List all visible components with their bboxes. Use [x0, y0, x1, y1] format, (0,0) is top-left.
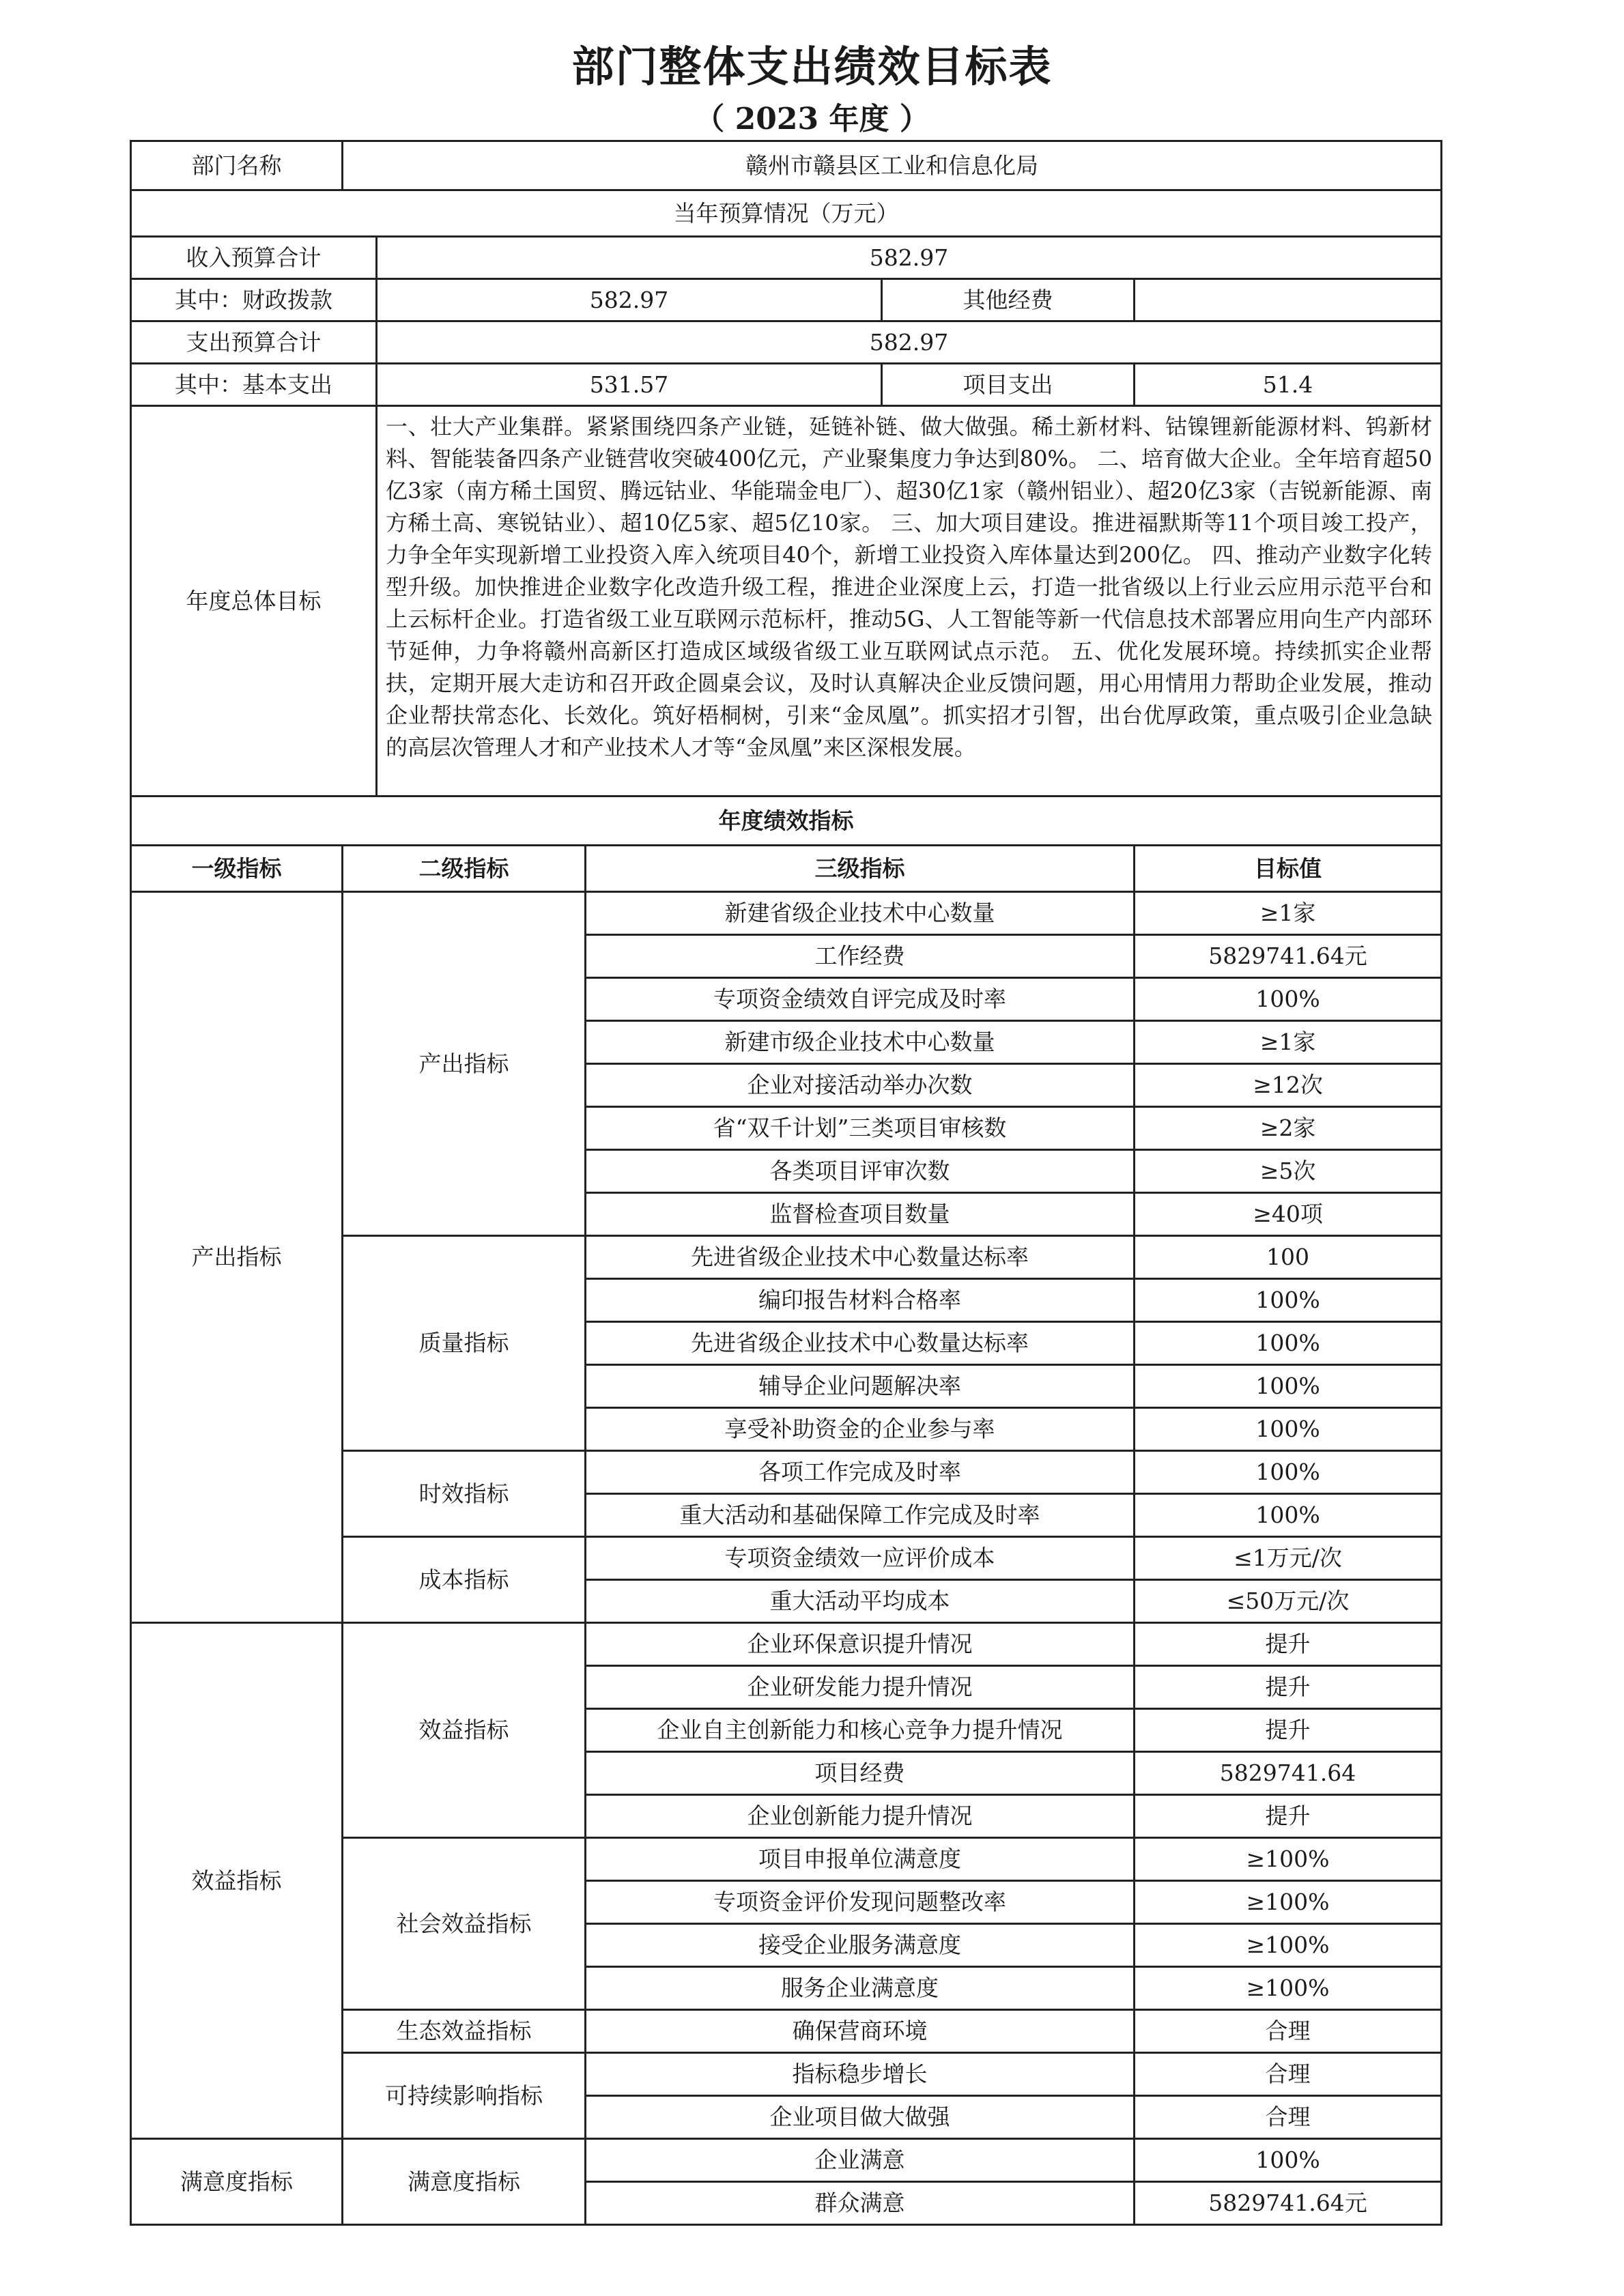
col-header-level1: 一级指标 — [131, 846, 343, 892]
target-value-cell: 合理 — [1135, 2096, 1442, 2139]
target-value-cell: 提升 — [1135, 1795, 1442, 1838]
goal-label: 年度总体目标 — [131, 406, 377, 797]
target-value-cell: 100% — [1135, 1494, 1442, 1537]
target-value-cell: ≥5次 — [1135, 1150, 1442, 1193]
target-value-cell: 5829741.64 — [1135, 1752, 1442, 1795]
target-value-cell: 提升 — [1135, 1666, 1442, 1709]
level3-cell: 企业创新能力提升情况 — [586, 1795, 1135, 1838]
target-value-cell: 100% — [1135, 978, 1442, 1021]
level2-cell: 生态效益指标 — [343, 2010, 586, 2053]
target-value-cell: 100% — [1135, 1408, 1442, 1451]
income-total-label: 收入预算合计 — [131, 237, 377, 279]
level2-cell: 质量指标 — [343, 1236, 586, 1451]
level1-cell: 产出指标 — [131, 892, 343, 1623]
level3-cell: 项目申报单位满意度 — [586, 1838, 1135, 1881]
goal-text: 一、壮大产业集群。紧紧围绕四条产业链，延链补链、做大做强。稀土新材料、钴镍锂新能源材料、钨新材料、智能装备四条产业链营收突破400亿元，产业聚集度力争达到80%。 二、培育做大企业。全年培育超50亿3家（南方稀土国贸、腾远钴业、华能瑞金电厂）、超30亿1家（赣州铝业）、超20亿3家（吉锐新能源、南方稀土高、寒锐钴业）、超10亿5家、超5亿10家。 三、加大项目建设。推进福默斯等11个项目竣工投产，力争全年实现新增工业投资入库入统项目40个，新增工业投资入库体量达到200亿。 四、推动产业数字化转型升级。加快推进企业数字化改造升级工程，推进企业深度上云，打造一批省级以上行业云应用示范平台和上云标杆企业。打造省级工业互联网示范标杆，推动5G、人工智能等新一代信息技术部署应用向生产内部环节延伸，力争将赣州高新区打造成区域级省级工业互联网试点示范。 五、优化发展环境。持续抓实企业帮扶，定期开展大走访和召开政企圆桌会议，及时认真解决企业反馈问题，用心用情用力帮助企业发展，推动企业帮扶常态化、长效化。筑好梧桐树，引来“金凤凰”。抓实招才引智，出台优厚政策，重点吸引企业急缺的高层次管理人才和产业技术人才等“金凤凰”来区深根发展。 — [377, 406, 1442, 797]
table-row — [131, 1623, 1442, 1666]
target-value-cell: ≥1家 — [1135, 892, 1442, 935]
level3-cell: 群众满意 — [586, 2182, 1135, 2225]
level3-cell: 专项资金绩效自评完成及时率 — [586, 978, 1135, 1021]
dept-value: 赣州市赣县区工业和信息化局 — [343, 141, 1442, 190]
level3-cell: 专项资金绩效一应评价成本 — [586, 1537, 1135, 1580]
level3-cell: 辅导企业问题解决率 — [586, 1365, 1135, 1408]
target-value-cell: 100% — [1135, 1279, 1442, 1322]
other-label: 其他经费 — [882, 279, 1135, 321]
col-header-level3: 三级指标 — [586, 846, 1135, 892]
level3-cell: 各项工作完成及时率 — [586, 1451, 1135, 1494]
level3-cell: 新建省级企业技术中心数量 — [586, 892, 1135, 935]
target-value-cell: ≥12次 — [1135, 1064, 1442, 1107]
basic-value: 531.57 — [377, 364, 882, 406]
budget-header: 当年预算情况（万元） — [131, 190, 1442, 237]
level3-cell: 确保营商环境 — [586, 2010, 1135, 2053]
target-value-cell: ≥40项 — [1135, 1193, 1442, 1236]
level1-cell: 效益指标 — [131, 1623, 343, 2139]
target-value-cell: 合理 — [1135, 2010, 1442, 2053]
target-value-cell: ≥2家 — [1135, 1107, 1442, 1150]
level2-cell: 效益指标 — [343, 1623, 586, 1838]
target-value-cell: ≥100% — [1135, 1967, 1442, 2010]
level3-cell: 企业环保意识提升情况 — [586, 1623, 1135, 1666]
table-row — [131, 2139, 1442, 2182]
income-total-value: 582.97 — [377, 237, 1442, 279]
expense-total-value: 582.97 — [377, 321, 1442, 364]
level3-cell: 企业对接活动举办次数 — [586, 1064, 1135, 1107]
target-value-cell: 100 — [1135, 1236, 1442, 1279]
level2-cell: 产出指标 — [343, 892, 586, 1236]
expense-total-label: 支出预算合计 — [131, 321, 377, 364]
target-value-cell: 5829741.64元 — [1135, 2182, 1442, 2225]
fiscal-value: 582.97 — [377, 279, 882, 321]
basic-label: 其中：基本支出 — [131, 364, 377, 406]
level3-cell: 重大活动和基础保障工作完成及时率 — [586, 1494, 1135, 1537]
dept-label: 部门名称 — [131, 141, 343, 190]
level3-cell: 企业研发能力提升情况 — [586, 1666, 1135, 1709]
level3-cell: 各类项目评审次数 — [586, 1150, 1135, 1193]
other-value — [1135, 279, 1442, 321]
target-value-cell: ≤50万元/次 — [1135, 1580, 1442, 1623]
level3-cell: 项目经费 — [586, 1752, 1135, 1795]
target-value-cell: 提升 — [1135, 1623, 1442, 1666]
level2-cell: 成本指标 — [343, 1537, 586, 1623]
performance-table — [130, 140, 1442, 2226]
level3-cell: 工作经费 — [586, 935, 1135, 978]
perf-header: 年度绩效指标 — [131, 797, 1442, 846]
level3-cell: 指标稳步增长 — [586, 2053, 1135, 2096]
table-row — [131, 892, 1442, 935]
target-value-cell: ≤1万元/次 — [1135, 1537, 1442, 1580]
target-value-cell: 100% — [1135, 2139, 1442, 2182]
target-value-cell: 100% — [1135, 1322, 1442, 1365]
level3-cell: 先进省级企业技术中心数量达标率 — [586, 1322, 1135, 1365]
level2-cell: 可持续影响指标 — [343, 2053, 586, 2139]
level3-cell: 享受补助资金的企业参与率 — [586, 1408, 1135, 1451]
fiscal-label: 其中：财政拨款 — [131, 279, 377, 321]
col-header-level2: 二级指标 — [343, 846, 586, 892]
level2-cell: 社会效益指标 — [343, 1838, 586, 2010]
level3-cell: 编印报告材料合格率 — [586, 1279, 1135, 1322]
target-value-cell: 5829741.64元 — [1135, 935, 1442, 978]
project-label: 项目支出 — [882, 364, 1135, 406]
level2-cell: 满意度指标 — [343, 2139, 586, 2225]
target-value-cell: ≥100% — [1135, 1924, 1442, 1967]
level3-cell: 企业自主创新能力和核心竞争力提升情况 — [586, 1709, 1135, 1752]
level3-cell: 专项资金评价发现问题整改率 — [586, 1881, 1135, 1924]
perf-rows — [131, 892, 1442, 2225]
level3-cell: 企业项目做大做强 — [586, 2096, 1135, 2139]
level2-cell: 时效指标 — [343, 1451, 586, 1537]
target-value-cell: ≥100% — [1135, 1838, 1442, 1881]
level3-cell: 接受企业服务满意度 — [586, 1924, 1135, 1967]
level3-cell: 重大活动平均成本 — [586, 1580, 1135, 1623]
level3-cell: 监督检查项目数量 — [586, 1193, 1135, 1236]
project-value: 51.4 — [1135, 364, 1442, 406]
target-value-cell: 100% — [1135, 1365, 1442, 1408]
level3-cell: 省“双千计划”三类项目审核数 — [586, 1107, 1135, 1150]
target-value-cell: 提升 — [1135, 1709, 1442, 1752]
page-subtitle: （ 2023 年度 ） — [694, 102, 930, 137]
level1-cell: 满意度指标 — [131, 2139, 343, 2225]
target-value-cell: ≥1家 — [1135, 1021, 1442, 1064]
target-value-cell: 合理 — [1135, 2053, 1442, 2096]
level3-cell: 新建市级企业技术中心数量 — [586, 1021, 1135, 1064]
target-value-cell: ≥100% — [1135, 1881, 1442, 1924]
level3-cell: 服务企业满意度 — [586, 1967, 1135, 2010]
page-title: 部门整体支出绩效目标表 — [571, 42, 1053, 91]
target-value-cell: 100% — [1135, 1451, 1442, 1494]
level3-cell: 先进省级企业技术中心数量达标率 — [586, 1236, 1135, 1279]
level3-cell: 企业满意 — [586, 2139, 1135, 2182]
col-header-target: 目标值 — [1135, 846, 1442, 892]
